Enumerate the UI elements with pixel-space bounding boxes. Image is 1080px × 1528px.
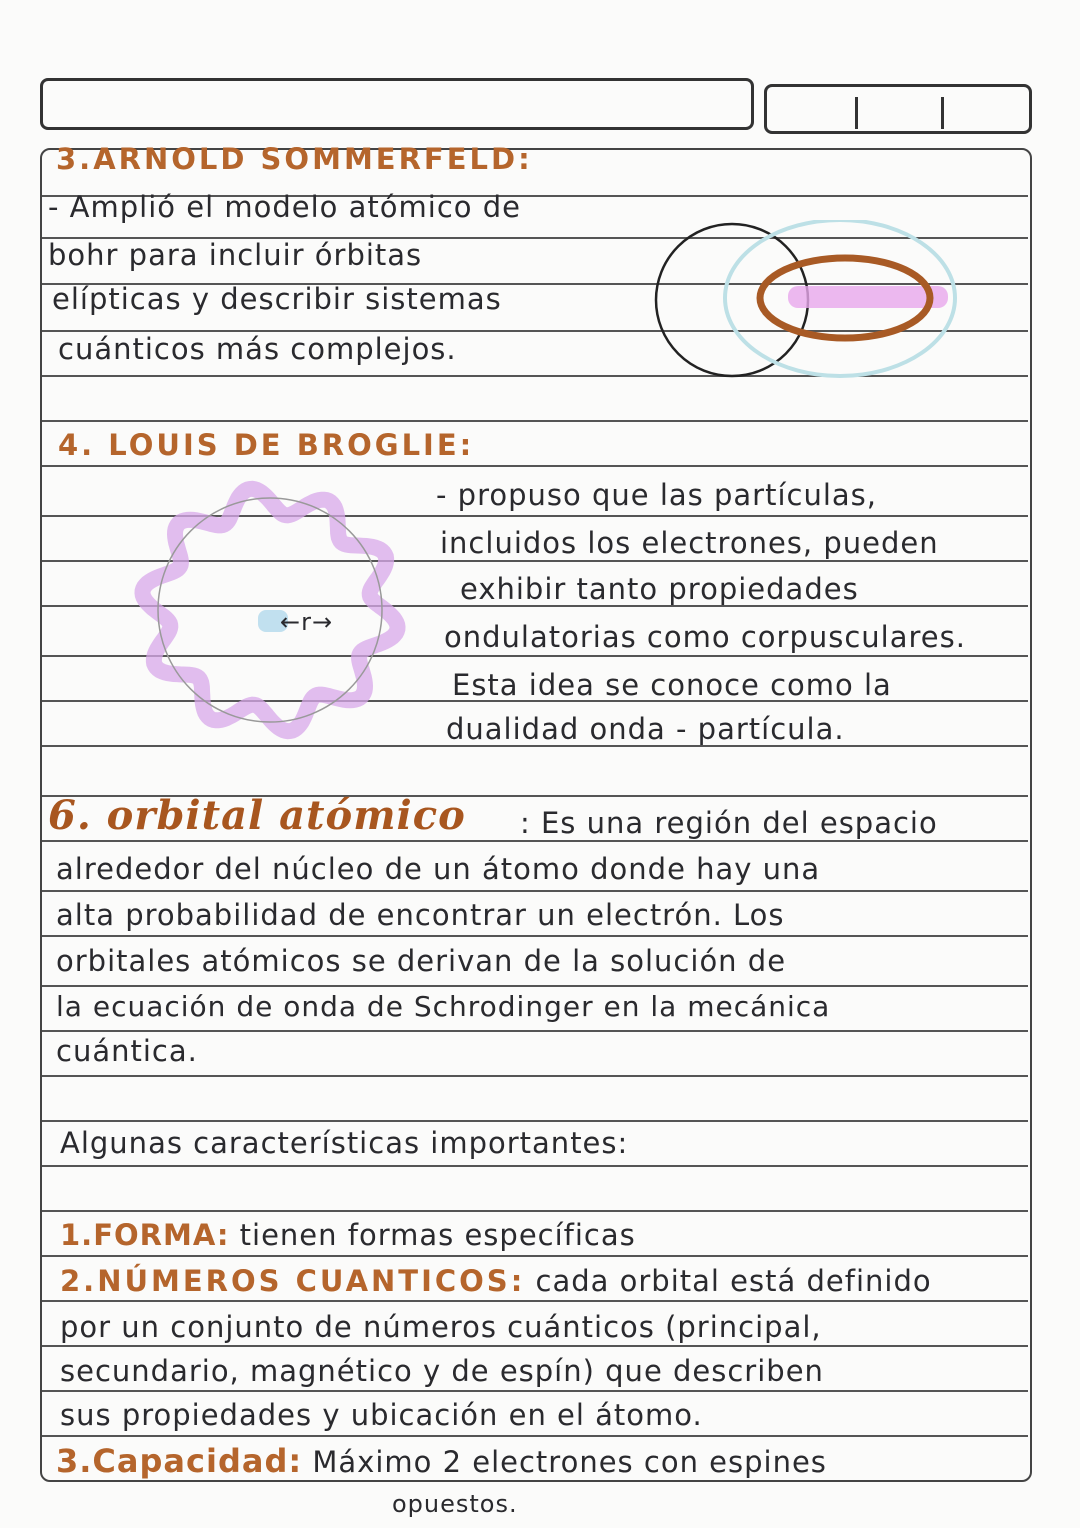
ruled-line	[42, 1435, 1028, 1437]
text-line: por un conjunto de números cuánticos (principal,	[60, 1310, 822, 1344]
ruled-line	[42, 935, 1028, 937]
sommerfeld-heading: 3.ARNOLD SOMMERFELD:	[56, 142, 533, 176]
text-line: bohr para incluir órbitas	[48, 238, 423, 272]
ruled-line	[42, 840, 1028, 842]
ruled-line	[42, 985, 1028, 987]
characteristics-intro: Algunas características importantes:	[60, 1126, 629, 1160]
text-line: alta probabilidad de encontrar un electrón. Los	[56, 898, 785, 932]
text-line: Esta idea se conoce como la	[452, 668, 892, 702]
ruled-line	[42, 1255, 1028, 1257]
sommerfeld-orbit-drawing	[640, 220, 980, 390]
ruled-line	[42, 1075, 1028, 1077]
text-line: la ecuación de onda de Schrodinger en la mecánica	[56, 990, 831, 1023]
text-line: orbitales atómicos se derivan de la solución de	[56, 944, 787, 978]
text-line: dualidad onda - partícula.	[446, 712, 845, 746]
ruled-line	[42, 1210, 1028, 1212]
text-line: - Amplió el modelo atómico de	[48, 190, 521, 224]
item-label: 2.NÚMEROS CUANTICOS:	[60, 1264, 526, 1298]
ruled-line	[42, 1300, 1028, 1302]
item-label: 3.Capacidad:	[56, 1442, 303, 1480]
ruled-line	[42, 1030, 1028, 1032]
item-label: 1.FORMA:	[60, 1218, 230, 1252]
text-line: secundario, magnético y de espín) que describen	[60, 1354, 824, 1388]
text-line: - propuso que las partículas,	[436, 478, 877, 512]
broglie-heading: 4. LOUIS DE BROGLIE:	[58, 428, 475, 462]
header-title-box	[40, 78, 754, 130]
ruled-line	[42, 1345, 1028, 1347]
text-line: : Es una región del espacio	[520, 806, 938, 840]
item-text: tienen formas específicas	[239, 1218, 636, 1252]
ruled-line	[42, 1165, 1028, 1167]
text-line: cuánticos más complejos.	[58, 332, 457, 366]
ruled-line	[42, 465, 1028, 467]
broglie-wave-orbit-drawing	[90, 470, 460, 760]
ruled-line	[42, 1120, 1028, 1122]
item-text: cada orbital está definido	[535, 1264, 932, 1298]
text-line: cuántica.	[56, 1034, 198, 1068]
text-line: opuestos.	[392, 1490, 518, 1518]
text-line: alrededor del núcleo de un átomo donde hay una	[56, 852, 821, 886]
radius-label: ←r→	[280, 608, 334, 636]
item-text: Máximo 2 electrones con espines	[312, 1445, 827, 1479]
ruled-line	[42, 420, 1028, 422]
header-date-box	[764, 84, 1032, 134]
text-line: sus propiedades y ubicación en el átomo.	[60, 1398, 703, 1432]
text-line: incluidos los electrones, pueden	[440, 526, 939, 560]
text-line: ondulatorias como corpusculares.	[444, 620, 966, 654]
text-line: elípticas y describir sistemas	[52, 282, 502, 316]
orbital-heading: 6. orbital atómico	[48, 792, 466, 839]
ruled-line	[42, 890, 1028, 892]
ruled-line	[42, 1390, 1028, 1392]
text-line: exhibir tanto propiedades	[460, 572, 859, 606]
